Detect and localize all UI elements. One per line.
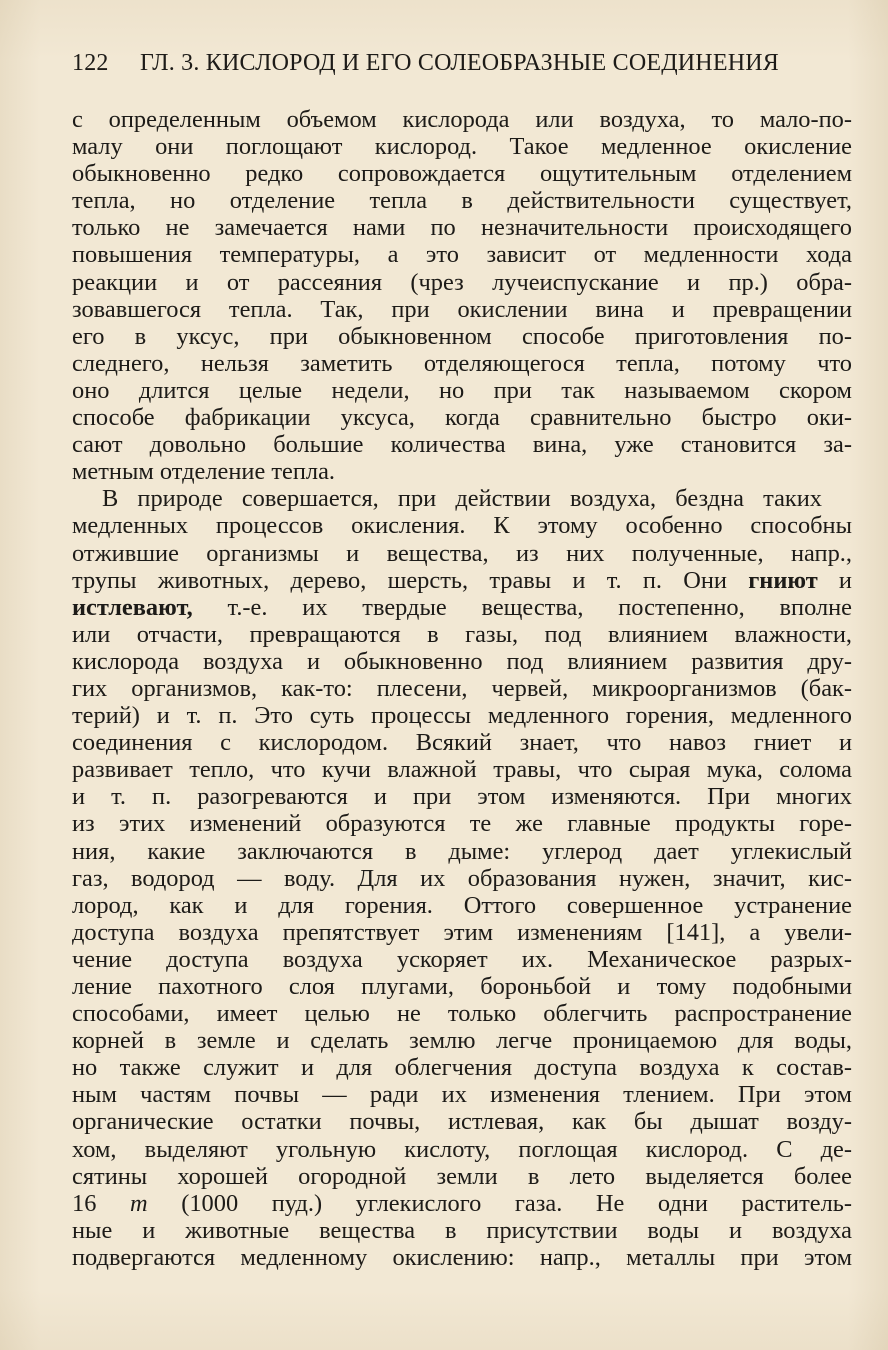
bold-term: гниют bbox=[748, 566, 818, 594]
text-line: развивает тепло, что кучи влажной травы, что сырая мука, солома bbox=[72, 756, 852, 784]
text-run: трупы животных, дерево, шерсть, травы и т. п. Они bbox=[72, 566, 727, 594]
text-line: доступа воздуха препятствует этим изменениям [141], а увели- bbox=[72, 918, 852, 946]
text-line: хом, выделяют угольную кислоту, поглощая кислород. С де- bbox=[72, 1135, 852, 1163]
text-line: и т. п. разогреваются и при этом изменяются. При многих bbox=[72, 783, 852, 811]
text-line: чение доступа воздуха ускоряет их. Механическое разрых- bbox=[72, 945, 852, 973]
text-line: терий) и т. п. Это суть процессы медленного горения, медленного bbox=[72, 702, 852, 730]
text-line: ным частям почвы — ради их изменения тлением. При этом bbox=[72, 1081, 852, 1109]
paragraph bbox=[72, 485, 852, 1271]
text-line: из этих изменений образуются те же главные продукты горе- bbox=[72, 810, 852, 838]
text-line: следнего, нельзя заметить отделяющегося тепла, потому что bbox=[72, 349, 852, 377]
text-line: зовавшегося тепла. Так, при окислении вина и превращении bbox=[72, 295, 852, 323]
text-line: ные и животные вещества в присутствии воды и воздуха bbox=[72, 1216, 852, 1244]
bold-term: истлевают, bbox=[72, 593, 193, 621]
text-line: или отчасти, превращаются в газы, под влиянием влажности, bbox=[72, 620, 852, 648]
text-line: медленных процессов окисления. К этому особенно способны bbox=[72, 512, 852, 540]
running-header bbox=[72, 50, 812, 77]
page-number: 122 bbox=[72, 50, 109, 76]
text-line: обыкновенно редко сопровождается ощутительным отделением bbox=[72, 160, 852, 188]
text-line: органические остатки почвы, истлевая, как бы дышат возду- bbox=[72, 1108, 852, 1136]
text-line: но также служит и для облегчения доступа воздуха к состав- bbox=[72, 1054, 852, 1082]
text-line: только не замечается нами по незначительности происходящего bbox=[72, 214, 852, 242]
paragraph bbox=[72, 106, 852, 485]
chapter-title: ГЛ. 3. КИСЛОРОД И ЕГО СОЛЕОБРАЗНЫЕ СОЕДИНЕНИЯ bbox=[140, 50, 779, 76]
text-line: сают довольно большие количества вина, уже становится за- bbox=[72, 431, 852, 459]
text-line bbox=[72, 1190, 852, 1217]
text-line: отжившие организмы и вещества, из них полученные, напр., bbox=[72, 539, 852, 567]
text-line: тепла, но отделение тепла в действительности существует, bbox=[72, 187, 852, 215]
text-line: подвергаются медленному окислению: напр., металлы при этом bbox=[72, 1243, 852, 1271]
text-line bbox=[72, 567, 852, 594]
text-line: повышения температуры, а это зависит от медленности хода bbox=[72, 241, 852, 269]
unit-symbol: т bbox=[130, 1189, 148, 1217]
text-line: с определенным объемом кислорода или воздуха, то мало-по- bbox=[72, 106, 852, 133]
text-run: т.-е. их твердые вещества, постепенно, вполне bbox=[227, 593, 852, 621]
text-run: и bbox=[838, 566, 852, 594]
text-line: способами, имеет целью не только облегчить распространение bbox=[72, 1000, 852, 1028]
text-line: В природе совершается, при действии воздуха, бездна таких bbox=[102, 485, 822, 513]
text-line: его в уксус, при обыкновенном способе приготовления по- bbox=[72, 322, 852, 350]
text-line: метным отделение тепла. bbox=[72, 458, 335, 486]
text-line: лород, как и для горения. Оттого совершенное устранение bbox=[72, 891, 852, 919]
text-line: сятины хорошей огородной земли в лето выделяется более bbox=[72, 1162, 852, 1190]
text-line: кислорода воздуха и обыкновенно под влиянием развития дру- bbox=[72, 647, 852, 675]
text-line: способе фабрикации уксуса, когда сравнительно быстро оки- bbox=[72, 404, 852, 432]
text-line: реакции и от рассеяния (чрез лучеиспускание и пр.) обра- bbox=[72, 268, 852, 296]
text-line: ление пахотного слоя плугами, бороньбой и тому подобными bbox=[72, 973, 852, 1000]
text-line: соединения с кислородом. Всякий знает, что навоз гниет и bbox=[72, 729, 852, 757]
text-line: оно длится целые недели, но при так называемом скором bbox=[72, 376, 852, 404]
text-line: ния, какие заключаются в дыме: углерод дает углекислый bbox=[72, 837, 852, 865]
text-run: 16 bbox=[72, 1189, 97, 1217]
text-line bbox=[72, 594, 852, 621]
body-text bbox=[72, 106, 852, 1271]
text-line: корней в земле и сделать землю легче проницаемою для воды, bbox=[72, 1027, 852, 1055]
text-run: (1000 пуд.) углекислого газа. Не одни раститель- bbox=[181, 1189, 852, 1217]
text-line: малу они поглощают кислород. Такое медленное окисление bbox=[72, 133, 852, 161]
text-line: газ, водород — воду. Для их образования нужен, значит, кис- bbox=[72, 864, 852, 892]
text-line: гих организмов, как-то: плесени, червей, микроорганизмов (бак- bbox=[72, 674, 852, 702]
